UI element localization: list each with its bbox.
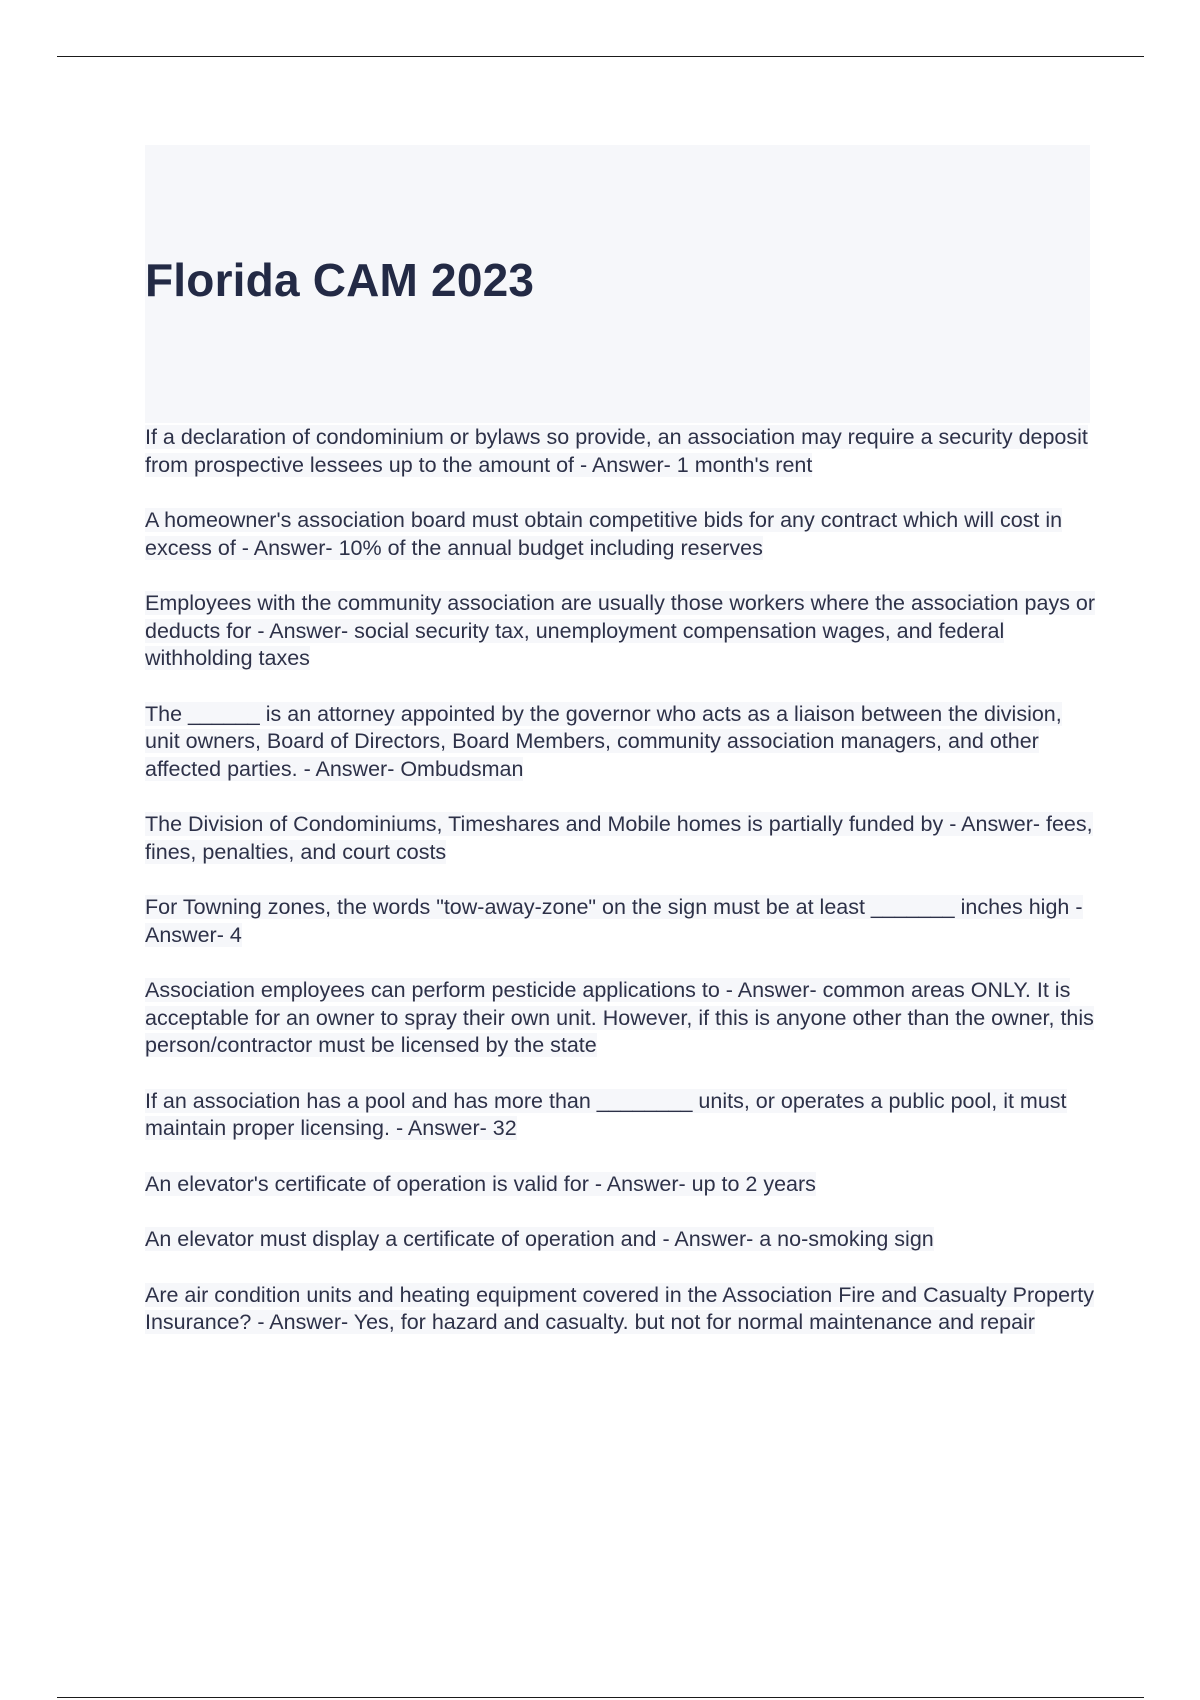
- qa-item: [145, 1226, 1100, 1254]
- qa-item-text: If an association has a pool and has more than ________ units, or operates a public pool, it must maintain proper licensing. - Answer- 32: [145, 1088, 1067, 1140]
- qa-item-text: For Towning zones, the words "tow-away-zone" on the sign must be at least _______ inches high - Answer- 4: [145, 895, 1083, 947]
- qa-item: [145, 1088, 1100, 1143]
- qa-item: [145, 894, 1100, 949]
- qa-item: [145, 507, 1100, 562]
- qa-item-text: An elevator's certificate of operation is valid for - Answer- up to 2 years: [145, 1171, 816, 1196]
- qa-item: [145, 811, 1100, 866]
- bottom-rule: [57, 1697, 1144, 1698]
- qa-item: [145, 1282, 1100, 1337]
- qa-item-text: Association employees can perform pesticide applications to - Answer- common areas ONLY. It is acceptable for an owner to spray their own unit. However, if this is anyone other than the owner, this person/contractor must be licensed by the state: [145, 978, 1094, 1057]
- qa-item: [145, 701, 1100, 784]
- qa-item: [145, 424, 1100, 479]
- qa-item: [145, 977, 1100, 1060]
- qa-item-text: A homeowner's association board must obtain competitive bids for any contract which will cost in excess of - Answer- 10% of the annual budget including reserves: [145, 508, 1063, 560]
- qa-item-text: Are air condition units and heating equipment covered in the Association Fire and Casualty Property Insurance? - Answer- Yes, for hazard and casualty. but not for normal maintenance and repair: [145, 1282, 1094, 1334]
- qa-list: [145, 424, 1100, 1365]
- qa-item-text: The ______ is an attorney appointed by the governor who acts as a liaison between the division, unit owners, Board of Directors, Board Members, community association managers, and other affected parties. - Answer- Ombudsman: [145, 701, 1062, 781]
- title-banner: [145, 145, 1090, 423]
- qa-item-text: Employees with the community association are usually those workers where the association pays or deducts for - Answer- social security tax, unemployment compensation wages, and federal withholding taxes: [145, 591, 1096, 670]
- qa-item-text: The Division of Condominiums, Timeshares and Mobile homes is partially funded by - Answer- fees, fines, penalties, and court costs: [145, 812, 1093, 864]
- qa-item-text: An elevator must display a certificate of operation and - Answer- a no-smoking sign: [145, 1227, 934, 1251]
- document-title: Florida CAM 2023: [145, 254, 535, 306]
- qa-item-text: If a declaration of condominium or bylaws so provide, an association may require a security deposit from prospective lessees up to the amount of - Answer- 1 month's rent: [145, 425, 1088, 477]
- qa-item: [145, 1171, 1100, 1199]
- top-rule: [57, 56, 1144, 57]
- qa-item: [145, 590, 1100, 673]
